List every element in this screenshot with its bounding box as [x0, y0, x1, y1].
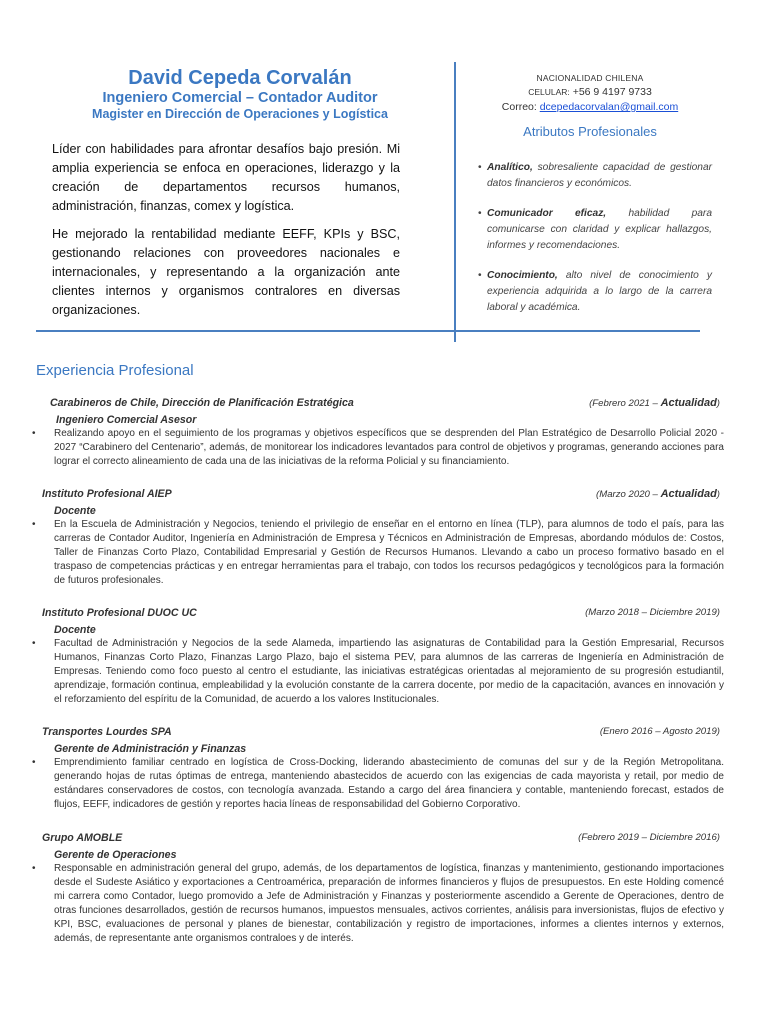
job-role: Gerente de Operaciones — [54, 849, 177, 861]
job-role: Gerente de Administración y Finanzas — [54, 743, 247, 755]
bullet-icon: • — [32, 863, 36, 874]
job-description: • En la Escuela de Administración y Negocios, teniendo el privilegio de enseñar en el entorno en línea (TLP), para alumnos de todo el país, para las carreras de Contador Auditor, Ingeniería en Administración de Empresa y Técnicos en Administración de Empresas, abordando módulos de: Costos, Taller de Finanzas Corto Plazo, Contabilidad Empresarial y Gestión de Recursos Humanos. Llevando a cabo un proceso formativo basado en el traspaso de competencias prácticas y en entregar herramientas para el trabajo, con todos los recursos pedagógicos y tecnológicos para la formación de futuros profesionales. — [32, 519, 724, 586]
company-name: Transportes Lourdes SPA — [42, 726, 172, 738]
job-description: • Responsable en administración general del grupo, además, de los departamentos de logística, finanzas y mantenimiento, gestionando importaciones desde el Sudeste Asiático y exportaciones a Centroamérica, preparación de informes financieros y flujos de presupuestos. En este Holding comencé mi carrera como Contador, luego promovido a Jefe de Administración y Finanzas y posteriormente ascendido a Gerente de Operaciones, dentro de otras funciones desarrollados, gestión de recursos humanos, impuestos mensuales, activos corrientes, análisis para inversionistas, flujos de efectivo y KPI, BSC, evaluaciones de personal y planes de bienestar, contabilización y registro de importaciones, informes a clientes internos y externos, además, de representante ante organismos contraloes y de interés. — [32, 863, 724, 944]
bullet-icon: • — [32, 638, 36, 649]
job-entry — [30, 488, 724, 588]
job-dates: (Febrero 2021 – Actualidad) — [589, 397, 720, 409]
company-name: Carabineros de Chile, Dirección de Planificación Estratégica — [50, 397, 354, 409]
company-name: Instituto Profesional AIEP — [42, 488, 172, 500]
email-link[interactable]: dcepedacorvalan@gmail.com — [539, 101, 679, 113]
company-name: Grupo AMOBLE — [42, 832, 123, 844]
job-description: • Realizando apoyo en el seguimiento de los programas y objetivos específicos que se desprenden del Plan Estratégico de Desarrollo Policial 2020 - 2027 “Carabinero del Centenario”, además, de monitorear los indicadores levantados para control de objetivos y programas, generando acciones para lograr el correcto alineamiento de cada una de las iniciativas de la reforma Policial y su financiamiento. — [32, 428, 724, 467]
profile-summary — [52, 140, 400, 329]
job-role: Docente — [54, 624, 96, 636]
attribute-item — [478, 268, 712, 316]
nationality: NACIONALIDAD CHILENA — [536, 73, 644, 83]
degree-title: Magister en Dirección de Operaciones y Logística — [92, 107, 388, 121]
experience-title: Experiencia Profesional — [36, 362, 194, 379]
job-dates: (Febrero 2019 – Diciembre 2016) — [578, 832, 720, 843]
bullet-icon: • — [478, 270, 482, 281]
job-role: Ingeniero Comercial Asesor — [56, 414, 197, 426]
summary-paragraph: He mejorado la rentabilidad mediante EEFF, KPIs y BSC, gestionando relaciones con proveedores nacionales e internacionales, y representando a la organización ante clientes internos y organismos contralores en diversas organizaciones. — [52, 227, 400, 317]
professional-title: Ingeniero Comercial – Contador Auditor — [102, 90, 378, 106]
attribute-text: sobresaliente capacidad de gestionar datos financieros y económicos. — [487, 162, 712, 189]
job-dates: (Marzo 2020 – Actualidad) — [596, 488, 720, 500]
candidate-name: David Cepeda Corvalán — [128, 67, 352, 89]
job-entry — [30, 397, 724, 469]
bullet-icon: • — [32, 428, 36, 439]
phone-number: +56 9 4197 9733 — [572, 86, 652, 98]
vertical-divider — [454, 62, 456, 342]
horizontal-divider — [36, 330, 700, 332]
attribute-name: Comunicador eficaz, — [487, 208, 607, 219]
job-entry — [30, 832, 724, 946]
company-name: Instituto Profesional DUOC UC — [42, 607, 197, 619]
email-label: Correo: — [501, 101, 537, 113]
bullet-icon: • — [32, 757, 36, 768]
attribute-name: Analítico, — [487, 162, 533, 173]
attribute-text: habilidad para comunicarse con claridad y explicar hallazgos, informes y recomendaciones. — [487, 208, 712, 251]
phone-label: CELULAR: — [528, 87, 570, 97]
job-dates: (Enero 2016 – Agosto 2019) — [599, 726, 720, 737]
attributes-title: Atributos Profesionales — [523, 124, 657, 139]
job-entry — [30, 726, 724, 812]
bullet-icon: • — [478, 162, 482, 173]
contact-block — [470, 72, 710, 140]
attribute-item — [478, 160, 712, 192]
summary-paragraph: Líder con habilidades para afrontar desafíos bajo presión. Mi amplia experiencia se enfoca en operaciones, liderazgo y la creación de departamentos recursos humanos, administración, finanzas, comex y logística. — [52, 142, 400, 213]
attribute-text: alto nivel de conocimiento y experiencia adquirida a lo largo de la carrera laboral y académica. — [487, 270, 712, 313]
job-description: • Facultad de Administración y Negocios de la sede Alameda, impartiendo las asignaturas de Contabilidad para la Gestión Empresarial, Recursos Humanos, Finanzas Corto Plazo, Finanzas Largo Plazo, bajo el sistema PEV, para alumnos de las carreras de Ingeniería en Administración de Empresas. Teniendo como foco puesto al centro el estudiante, las iniciativas estratégicas orientadas al mejoramiento de su progresión estudiantil, aprendizaje, formación continua, empleabilidad y la evolución constante de la carrera docente, por medio de la capacitación, avances en innovación y el reforzamiento del espíritu de la Comunidad, de acuerdo a los valores Institucionales. — [32, 638, 724, 705]
job-dates: (Marzo 2018 – Diciembre 2019) — [585, 607, 720, 618]
email-line — [470, 100, 710, 114]
phone-line — [470, 84, 710, 100]
job-entry — [30, 607, 724, 707]
bullet-icon: • — [478, 208, 482, 219]
job-description: • Emprendimiento familiar centrado en logística de Cross-Docking, liderando abastecimiento de comunas del sur y de la Región Metropolitana. generando hojas de rutas óptimas de entrega, manteniendo abastecidos de acuerdo con las exigencias de cada mayorista y retail, por medio de estándares conservadores de costos, con tecnología avanzada. Estando a cargo del área financiera y contable, manteniendo forecast, estados de flujos, EEFF, indicadores de gestión y reportes hacia líneas de responsabilidad del Gobierno Corporativo. — [32, 757, 724, 810]
job-role: Docente — [54, 505, 96, 517]
bullet-icon: • — [32, 519, 36, 530]
attribute-name: Conocimiento, — [487, 270, 558, 281]
attributes-list — [478, 160, 712, 330]
header-block — [40, 66, 440, 122]
attribute-item — [478, 206, 712, 254]
